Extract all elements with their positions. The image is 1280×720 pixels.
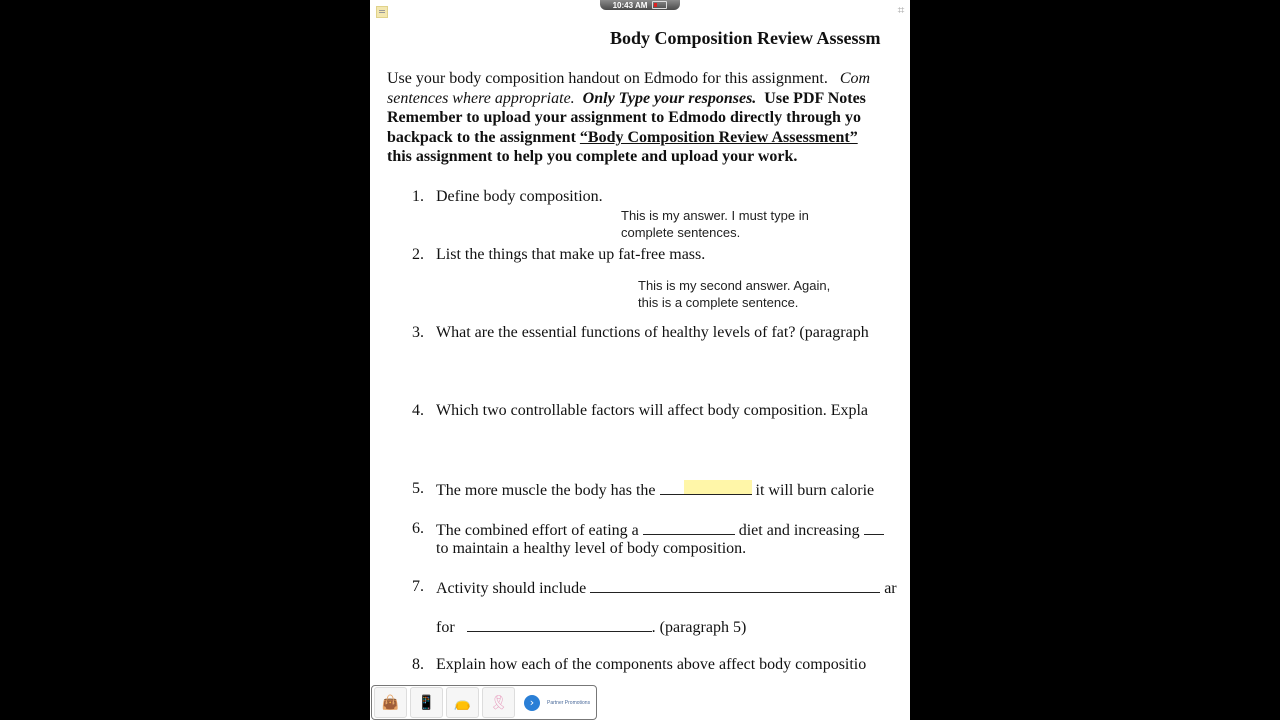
blank-6a [643, 520, 735, 535]
answer-2-annotation[interactable]: This is my second answer. Again, this is a complete sentence. [638, 278, 831, 310]
ad-thumb-phone-icon[interactable]: 📱 [410, 687, 443, 718]
blank-7b [467, 617, 652, 632]
blank-5a [660, 480, 684, 495]
highlighted-blank-5[interactable] [684, 480, 752, 495]
answer-1-annotation[interactable]: This is my answer. I must type in complete sentences. [621, 208, 809, 240]
ad-label: Partner Promotions [547, 699, 591, 706]
status-bar [600, 0, 680, 10]
ad-banner[interactable] [371, 685, 597, 720]
document-title: Body Composition Review Assessm [610, 28, 881, 48]
instructions: Use your body composition handout on Edmodo for this assignment. Com sentences where appropriate. Only Type your responses. Use PDF Notes Remember to upload your assignment to Edmodo directly through yo backpack to the assignment “Body Composition Review Assessment” this assignment to help you complete and upload your work. [387, 70, 871, 166]
ad-thumb-case-icon[interactable]: 👝 [446, 687, 479, 718]
next-arrow-icon[interactable]: › [524, 695, 540, 711]
crop-icon[interactable]: ⌗ [897, 3, 905, 17]
ad-thumb-bag-icon[interactable]: 👜 [374, 687, 407, 718]
battery-icon [652, 1, 667, 9]
ipad-screen: 10:43 AM ⌗ Body Composition Review Assessm Use your body composition handout on Edmodo for this assignment. Com sentences where appropriate. Only Type your responses. Use PDF Notes Remember to upload your assignment to Edmodo directly through yo backpack to the assignment “Body Composition Review Assessment” this assignment to help you complete and upload your work. 1. Define body composition. This is my answer. I must type in complete sentences. 2. List the things that make up fat-free mass. This is my second answer. Again, this is a complete sentence. 3. What are the essential functions of healthy levels of fat? (paragraph 4. Which two controllable factors will affect body composition. Expla 5. The more muscle the body has the it will burn calorie 6. The combined effort of eating a diet and increasing to maintain a healthy level of body composition. 7. Activity should include ar for . (paragraph 5) 8. Explain how each of the components above affect body compositio [370, 0, 910, 720]
note-icon[interactable] [376, 6, 388, 18]
ad-thumb-ribbon-icon[interactable]: 🎗 [482, 687, 515, 718]
status-time: 10:43 AM [612, 0, 648, 10]
blank-7a [590, 578, 880, 593]
blank-6b [864, 520, 884, 535]
